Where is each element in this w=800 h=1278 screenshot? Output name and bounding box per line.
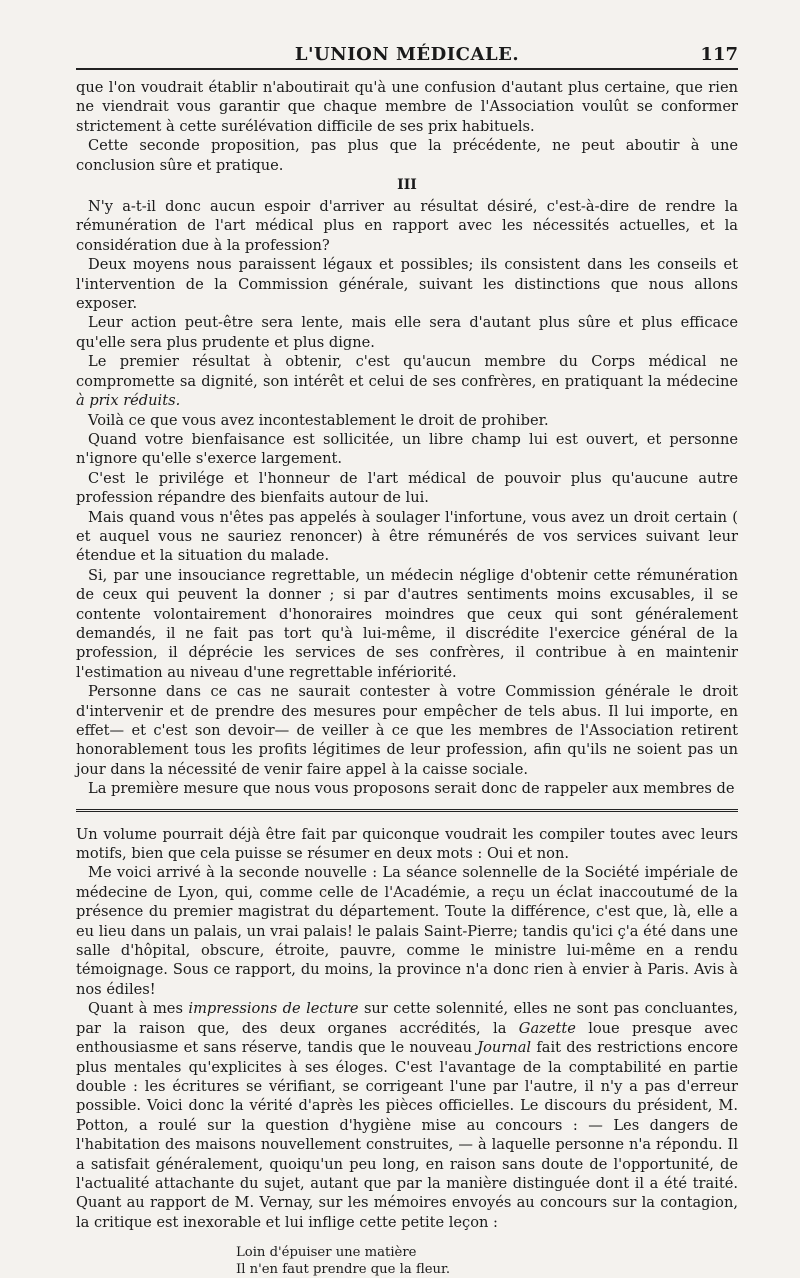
paragraph: Si, par une insouciance regrettable, un médecin néglige d'obtenir cette rémunération de ceux qui peuvent la donner ; si par d'autres sentiments moins excusables, il se contente volontairement d'honoraires moindres que ceux qui sont généralement demandés, il ne fait pas tort qu'à lui-même, il discrédite l'exercice général de la profession, il déprécie les services de ses confrères, il contribue à en maintenir l'estimation au niveau d'une regrettable infériorité. — [76, 566, 738, 681]
italic-text: à prix réduits. — [76, 392, 181, 410]
feuilleton-divider — [76, 809, 738, 815]
paragraph: Cette seconde proposition, pas plus que la précédente, ne peut aboutir à une conclusion sûre et pratique. — [76, 137, 738, 174]
paragraph: C'est le privilége et l'honneur de l'art médical de pouvoir plus qu'aucune autre profession répandre des bienfaits autour de lui. — [76, 469, 738, 507]
paragraph: Un volume pourrait déjà être fait par quiconque voudrait les compiler toutes avec leurs motifs, bien que cela puisse se résumer en deux mots : Oui et non. — [76, 825, 738, 863]
paragraph: Deux moyens nous paraissent légaux et possibles; ils consistent dans les conseils et l'intervention de la Commission générale, suivant les distinctions que nous allons exposer. — [76, 256, 738, 313]
paragraph: Leur action peut-être sera lente, mais elle sera d'autant plus sûre et plus efficace qu'elle sera plus prudente et plus digne. — [76, 314, 738, 351]
italic-text: Gazette — [518, 1019, 576, 1037]
running-title: L'UNION MÉDICALE. — [294, 44, 520, 65]
paragraph — [76, 999, 738, 1232]
paragraph: Me voici arrivé à la seconde nouvelle : La séance solennelle de la Société impériale de médecine de Lyon, qui, comme celle de l'Académie, a reçu un éclat inaccoutumé de la présence du premier magistrat du département. Toute la différence, c'est que, là, elle a eu lieu dans un palais, un vrai palais! le palais Saint-Pierre; tandis qu'ici ç'a été dans une salle d'hôpital, obscure, étroite, pauvre, comme le ministre lui-même en a rendu témoignage. Sous ce rapport, du moins, la province n'a donc rien à envier à Paris. Avis à nos édiles! — [76, 864, 738, 998]
text-run: Le premier résultat à obtenir, c'est qu'aucun membre du Corps médical ne compromette sa dignité, son intérêt et celui de ses confrères, en pratiquant la médecine — [76, 353, 738, 390]
page-number: 117 — [700, 44, 738, 65]
paragraph: Personne dans ce cas ne saurait contester à votre Commission générale le droit d'intervenir et de prendre des mesures pour empêcher de tels abus. Il lui importe, en effet— et c'est son devoir— de veiller à ce que les membres de l'Association retirent honorablement tous les profits légitimes de leur profession, afin qu'ils ne soient pas un jour dans la nécessité de venir faire appel à la caisse sociale. — [76, 683, 738, 778]
text-run: Quant à mes — [88, 1000, 189, 1018]
section-number: III — [397, 177, 417, 194]
main-column — [76, 78, 738, 799]
text-run: sur cette solennité, elles ne sont pas concluantes, par la raison que, des deux organes accrédités, la — [76, 1000, 738, 1037]
italic-text: impressions de lecture — [188, 1000, 359, 1018]
paragraph: Voilà ce que vous avez incontestablement le droit de prohiber. — [88, 411, 549, 429]
paragraph: Mais quand vous n'êtes pas appelés à soulager l'infortune, vous avez un droit certain ( et auquel vous ne sauriez renoncer) à être rémunérés de vos services suivant leur étendue et la situation du malade. — [76, 508, 738, 565]
paragraph — [76, 352, 738, 410]
paragraph: Quand votre bienfaisance est sollicitée, un libre champ lui est ouvert, et personne n'ignore qu'elle s'exerce largement. — [76, 430, 738, 468]
paragraph: N'y a-t-il donc aucun espoir d'arriver au résultat désiré, c'est-à-dire de rendre la rémunération de l'art médical plus en rapport avec les nécessités actuelles, et la considération due à la profession? — [76, 198, 738, 254]
text-run: fait des restrictions encore plus mentales qu'explicites à ses éloges. C'est l'avantage de la comptabilité en partie double : les écritures se vérifiant, se corrigeant l'une par l'autre, il n'y a pas d'erreur possible. Voici donc la vérité d'après les pièces officielles. Le discours du président, M. Potton, a roulé sur la question d'hygiène mise au concours : — Les dangers de l'habitation des maisons nouvellement construites, — à laquelle personne n'a répondu. Il a satisfait généralement, quoiqu'un peu long, en raison sans doute de l'opportunité, de l'actualité attachante du sujet, autant que par la manière distinguée dont il a été traité. Quant au rapport de M. Vernay, sur les mémoires envoyés au concours sur la contagion, la critique est inexorable et lui inflige cette petite leçon : — [76, 1039, 738, 1231]
verse-line: Loin d'épuiser une matière — [236, 1245, 417, 1261]
verse-line: Il n'en faut prendre que la fleur. — [236, 1262, 451, 1278]
paragraph: que l'on voudrait établir n'aboutirait qu'à une confusion d'autant plus certaine, que rien ne viendrait vous garantir que chaque membre de l'Association voulût se conformer strictement à cette surélévation difficile de ses prix habituels. — [76, 79, 738, 135]
text-run: loue presque avec enthousiasme et sans réserve, tandis que le nouveau — [76, 1019, 739, 1057]
verse-quote — [236, 1244, 738, 1278]
italic-text: Journal — [477, 1039, 532, 1057]
paragraph: La première mesure que nous vous proposons serait donc de rappeler aux membres de — [88, 780, 735, 798]
running-header — [76, 38, 738, 70]
feuilleton-column — [76, 825, 738, 1278]
